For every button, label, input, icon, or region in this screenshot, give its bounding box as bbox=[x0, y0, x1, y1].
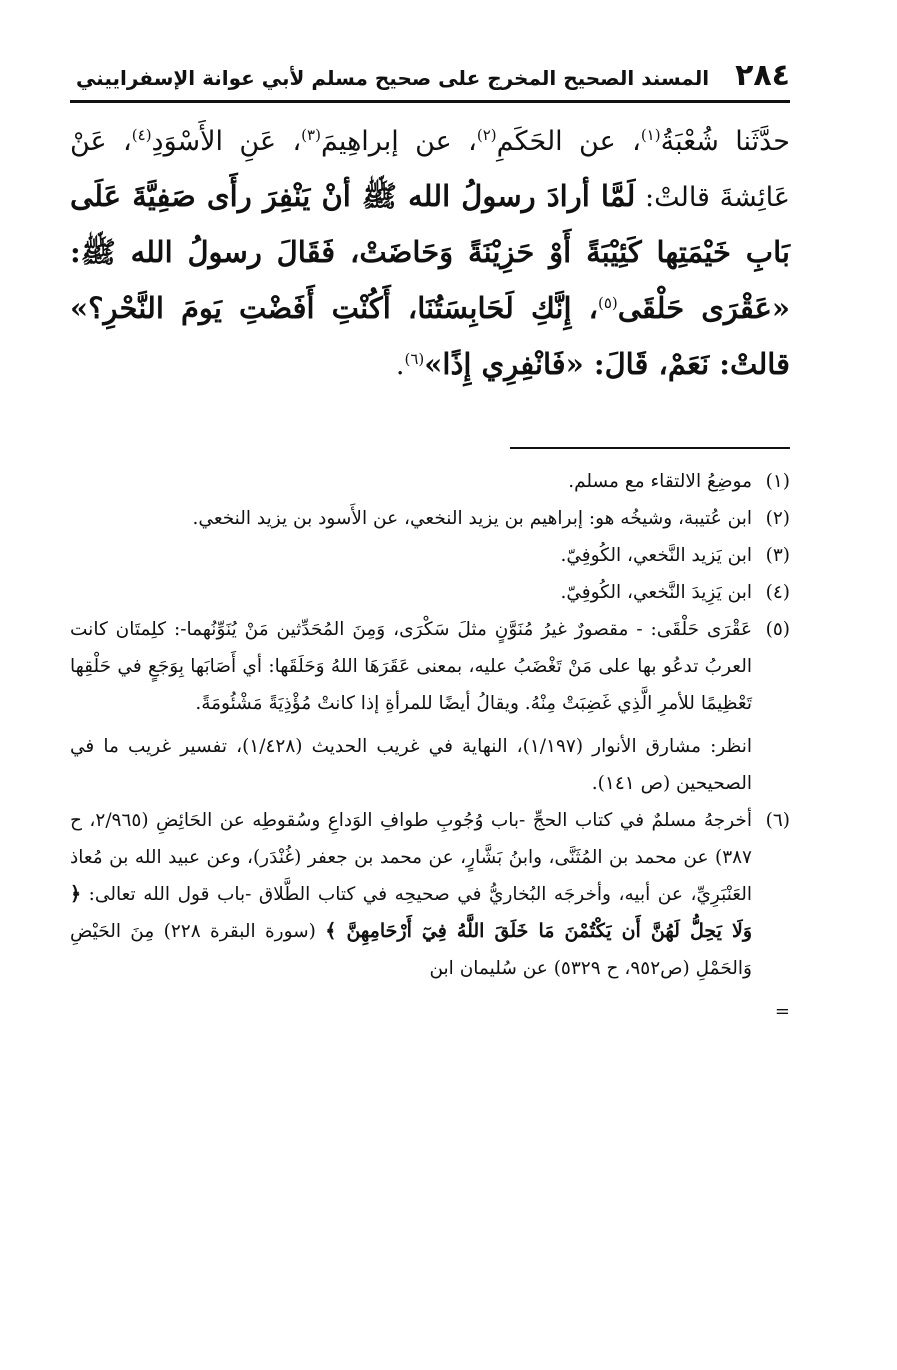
footnote bbox=[70, 611, 790, 802]
book-title: المسند الصحيح المخرج على صحيح مسلم لأبي عوانة الإسفراييني bbox=[75, 66, 710, 90]
page-number: ٢٨٤ bbox=[735, 58, 790, 93]
footnote-marker: (٣) bbox=[301, 126, 321, 144]
footnote-text: عَقْرَى حَلْقَى: - مقصورٌ غيرُ مُنَوَّنٍ مثلَ سَكْرَى، وَمِنَ المُحَدِّثين مَنْ يُنَوِّنُهما-: كلِمتَان كانت العربُ تدعُو بها على مَنْ تَغْضَبُ عليه، بمعنى عَقَرَهَا اللهُ وَحَلَقَها: أي أَصَابَها بِوَجَعٍ في حَلْقِها تَعْظِيمًا للأمرِ الَّذِي غَضِبَتْ مِنْهُ. ويقالُ أيضًا للمرأةِ إذا كانتْ مُؤْذِيَةً مَشْئُومَةً. bbox=[70, 619, 752, 714]
footnote-marker: (٥) bbox=[597, 294, 618, 312]
footnote-number: (٤) bbox=[765, 582, 790, 603]
footnote-marker: (٢) bbox=[476, 126, 497, 144]
book-page bbox=[70, 58, 790, 1030]
chain-segment: ، عَنِ الأَسْوَدِ bbox=[151, 126, 302, 157]
footnote-text-part: (سورة البقرة ٢٢٨) مِنَ الحَيْضِ وَالحَمْلِ (ص٩٥٢، ح ٥٣٢٩) عن سُليمان ابن bbox=[70, 921, 752, 979]
quran-verse: ﴿ وَلَا يَحِلُّ لَهُنَّ أَن يَكْتُمْنَ مَا خَلَقَ اللَّهُ فِيٓ أَرْحَامِهِنَّ ﴾ bbox=[70, 883, 753, 942]
continuation-mark: = bbox=[774, 1001, 790, 1022]
footnote-text: ابن عُتيبة، وشيخُه هو: إبراهيم بن يزيد النخعي، عن الأَسود بن يزيد النخعي. bbox=[192, 508, 752, 529]
chain-segment: ، عن الحَكَمِ bbox=[496, 126, 641, 157]
footnote bbox=[70, 574, 790, 611]
footnote-text bbox=[70, 802, 752, 987]
footnotes bbox=[70, 463, 790, 1030]
footnote bbox=[70, 537, 790, 574]
footnote-marker: (٦) bbox=[404, 350, 425, 368]
chain-segment: ، عَنْ عَائِشةَ قالتْ: bbox=[70, 126, 790, 213]
footnote-number: (٢) bbox=[765, 508, 790, 529]
footnote-number: (١) bbox=[765, 471, 790, 492]
footnote-number: (٥) bbox=[765, 619, 790, 640]
header-rule bbox=[70, 100, 790, 103]
footnote bbox=[70, 463, 790, 500]
hadith-matn: لَمَّا أرادَ رسولُ الله ﷺ أنْ يَنْفِرَ رأَى صَفِيَّةَ عَلَى بَابِ خَيْمَتِها كَئِيْبَةً أَوْ حَزِيْنَةً وَحَاضَتْ، فَقَالَ رسولُ الله ﷺ: «عَقْرَى حَلْقَى bbox=[70, 179, 790, 325]
footnote-text: ابن يَزيد النَّخعي، الكُوفِيّ. bbox=[560, 545, 752, 566]
hadith-matn: ، إِنَّكِ لَحَابِسَتُنَا، أَكُنْتِ أَفَضْتِ يَومَ النَّحْرِ؟» قالتْ: نَعَمْ، قَالَ: «فَانْفِرِي إِذًا» bbox=[70, 291, 790, 381]
footnote-text-part: أخرجهُ مسلمٌ في كتاب الحجِّ -باب وُجُوبِ طوافِ الوَداعِ وسُقوطِه عن الحَائِضِ (٢/٩٦٥، ح ٣٨٧) عن محمد بن المُثَنَّى، وابنُ بَشَّارٍ، عن محمد بن جعفر (غُنْدَر)، وعن عبيد الله بن مُعاذ العَنْبَرِيِّ، عن أبيه، وأخرجَه البُخاريُّ في صحيحِه في كتاب الطَّلاق -باب قول الله تعالى: bbox=[70, 810, 752, 905]
footnote bbox=[70, 500, 790, 537]
footnote-separator bbox=[510, 447, 790, 449]
closing-period: . bbox=[395, 350, 405, 381]
footnote bbox=[70, 802, 790, 987]
footnote-text: موضِعُ الالتقاء مع مسلم. bbox=[568, 471, 752, 492]
footnote-number: (٣) bbox=[765, 545, 790, 566]
footnote-marker: (١) bbox=[640, 126, 661, 144]
footnote-references: انظر: مشارق الأنوار (١/١٩٧)، النهاية في غريب الحديث (١/٤٢٨)، تفسير غريب ما في الصحيحين (ص ١٤١). bbox=[70, 736, 752, 794]
footnote-number: (٦) bbox=[765, 810, 790, 831]
footnote-text: ابن يَزِيدَ النَّخعي، الكُوفِيّ. bbox=[560, 582, 752, 603]
hadith-text bbox=[70, 115, 790, 393]
footnote-marker: (٤) bbox=[131, 126, 152, 144]
chain-segment: ، عن إبراهِيمَ bbox=[320, 126, 477, 157]
chain-segment: حدَّثَنا شُعْبَةُ bbox=[660, 126, 790, 157]
page-header bbox=[70, 58, 790, 96]
